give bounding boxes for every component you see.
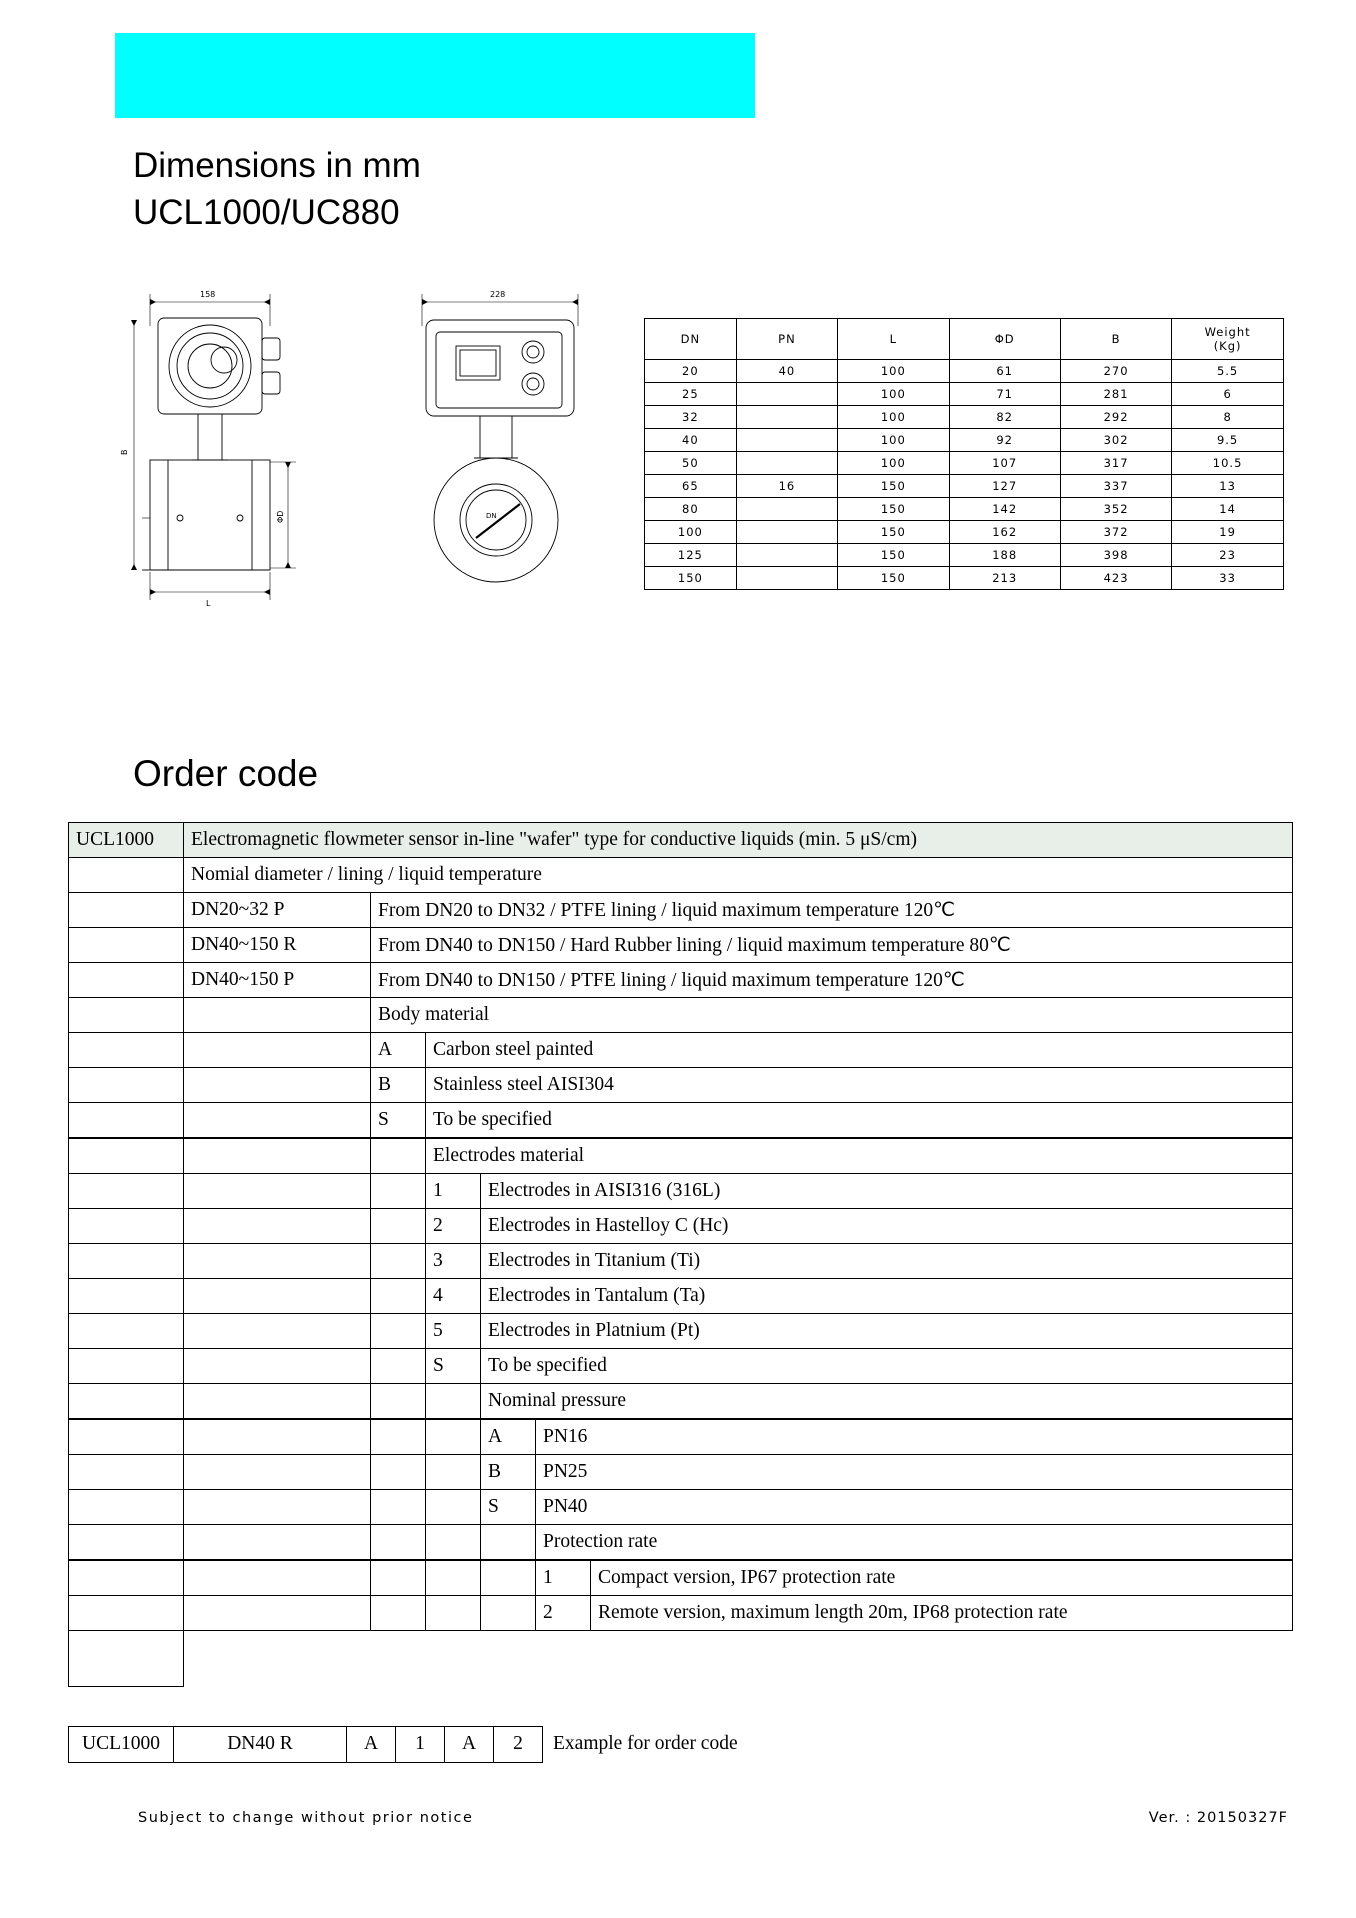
order-row-electrodes-1	[69, 1209, 1293, 1244]
cell-l: 100	[838, 452, 949, 475]
order-code-electrodes-0: 1	[426, 1174, 481, 1209]
cell-weight: 33	[1172, 567, 1284, 590]
order-text-pressure-2: PN40	[536, 1490, 1293, 1525]
order-code-electrodes-4: 5	[426, 1314, 481, 1349]
order-row-electrodes-3	[69, 1279, 1293, 1314]
dimension-table-row	[645, 475, 1284, 498]
order-row-body-0	[69, 1033, 1293, 1068]
order-row-bottom-spacer	[69, 1631, 1293, 1687]
cell-l: 150	[838, 521, 949, 544]
cell-dn: 80	[645, 498, 737, 521]
cell-weight: 5.5	[1172, 360, 1284, 383]
dimension-table-row	[645, 429, 1284, 452]
cell-od: 188	[949, 544, 1060, 567]
dimension-table-row	[645, 521, 1284, 544]
cell-dn: 125	[645, 544, 737, 567]
cell-weight: 13	[1172, 475, 1284, 498]
cell-b: 423	[1060, 567, 1171, 590]
drawing-side-view	[400, 280, 620, 610]
cell-l: 150	[838, 475, 949, 498]
cell-od: 142	[949, 498, 1060, 521]
cell-b: 281	[1060, 383, 1171, 406]
order-code-title: Order code	[133, 753, 319, 794]
dimension-table-row	[645, 452, 1284, 475]
order-model-description: Electromagnetic flowmeter sensor in-line "wafer" type for conductive liquids (min. 5 μS/cm)	[184, 823, 1293, 858]
cell-pn	[736, 406, 837, 429]
cell-weight: 19	[1172, 521, 1284, 544]
svg-text:DN: DN	[486, 512, 497, 520]
order-section-electrodes: Electrodes material	[426, 1139, 1293, 1174]
order-code-body-0: A	[371, 1033, 426, 1068]
order-text-diameter-1: From DN40 to DN150 / Hard Rubber lining / liquid maximum temperature 80℃	[371, 928, 1293, 963]
order-model-code: UCL1000	[69, 823, 184, 858]
order-code-electrodes-3: 4	[426, 1279, 481, 1314]
cell-dn: 150	[645, 567, 737, 590]
cell-b: 337	[1060, 475, 1171, 498]
order-code-pressure-1: B	[481, 1455, 536, 1490]
order-text-pressure-1: PN25	[536, 1455, 1293, 1490]
order-code-electrodes-5: S	[426, 1349, 481, 1384]
dimension-table-row	[645, 383, 1284, 406]
dimension-table-header-row	[645, 319, 1284, 360]
dimension-table-row	[645, 498, 1284, 521]
dimension-table	[644, 318, 1284, 590]
cell-pn	[736, 544, 837, 567]
cell-od: 71	[949, 383, 1060, 406]
cell-weight: 8	[1172, 406, 1284, 429]
cell-b: 398	[1060, 544, 1171, 567]
page-title	[133, 142, 421, 236]
header-color-bar	[115, 33, 755, 118]
cell-l: 100	[838, 406, 949, 429]
cell-l: 100	[838, 429, 949, 452]
cell-weight: 10.5	[1172, 452, 1284, 475]
cell-weight: 14	[1172, 498, 1284, 521]
cell-weight: 23	[1172, 544, 1284, 567]
order-text-protection-0: Compact version, IP67 protection rate	[591, 1561, 1293, 1596]
col-weight-line2: (Kg)	[1213, 339, 1242, 353]
order-row-diameter-2	[69, 963, 1293, 998]
order-row-electrodes-0	[69, 1174, 1293, 1209]
footer-disclaimer: Subject to change without prior notice	[138, 1810, 474, 1826]
order-code-protection-1: 2	[536, 1596, 591, 1631]
footer-version: Ver. : 20150327F	[1148, 1810, 1288, 1826]
order-code-table	[68, 822, 1293, 1687]
order-row-pressure-2	[69, 1490, 1293, 1525]
example-row	[69, 1727, 748, 1763]
cell-l: 100	[838, 383, 949, 406]
order-row-protection-0	[69, 1561, 1293, 1596]
cell-pn	[736, 498, 837, 521]
example-model: UCL1000	[69, 1727, 174, 1763]
svg-text:158: 158	[200, 290, 216, 299]
cell-b: 270	[1060, 360, 1171, 383]
order-text-electrodes-4: Electrodes in Platnium (Pt)	[481, 1314, 1293, 1349]
order-text-electrodes-1: Electrodes in Hastelloy C (Hc)	[481, 1209, 1293, 1244]
cell-od: 61	[949, 360, 1060, 383]
order-section-body: Body material	[371, 998, 1293, 1033]
cell-pn: 40	[736, 360, 837, 383]
cell-dn: 32	[645, 406, 737, 429]
cell-dn: 65	[645, 475, 737, 498]
example-body: A	[347, 1727, 396, 1763]
col-od: ΦD	[949, 319, 1060, 360]
cell-pn	[736, 383, 837, 406]
order-row-protection-1	[69, 1596, 1293, 1631]
col-l: L	[838, 319, 949, 360]
dimension-table-row	[645, 406, 1284, 429]
order-text-protection-1: Remote version, maximum length 20m, IP68 protection rate	[591, 1596, 1293, 1631]
cell-od: 92	[949, 429, 1060, 452]
cell-l: 150	[838, 544, 949, 567]
order-code-diameter-2: DN40~150 P	[184, 963, 371, 998]
order-row-pressure-header	[69, 1384, 1293, 1419]
cell-b: 372	[1060, 521, 1171, 544]
svg-text:228: 228	[490, 290, 506, 299]
order-section-diameter: Nomial diameter / lining / liquid temperature	[184, 858, 1293, 893]
order-row-electrodes-5	[69, 1349, 1293, 1384]
example-electrode: 1	[396, 1727, 445, 1763]
cell-od: 162	[949, 521, 1060, 544]
cell-pn: 16	[736, 475, 837, 498]
order-section-protection: Protection rate	[536, 1525, 1293, 1560]
cell-l: 150	[838, 498, 949, 521]
example-protection: 2	[494, 1727, 543, 1763]
order-row-body-header	[69, 998, 1293, 1033]
cell-od: 127	[949, 475, 1060, 498]
order-section-pressure: Nominal pressure	[481, 1384, 1293, 1419]
order-text-body-2: To be specified	[426, 1103, 1293, 1138]
example-diameter: DN40 R	[174, 1727, 347, 1763]
order-row-pressure-1	[69, 1455, 1293, 1490]
order-text-body-1: Stainless steel AISI304	[426, 1068, 1293, 1103]
order-row-body-2	[69, 1103, 1293, 1138]
cell-b: 317	[1060, 452, 1171, 475]
order-code-protection-0: 1	[536, 1561, 591, 1596]
order-row-protection-header	[69, 1525, 1293, 1560]
order-row-diameter-header	[69, 858, 1293, 893]
order-row-diameter-0	[69, 893, 1293, 928]
order-text-electrodes-2: Electrodes in Titanium (Ti)	[481, 1244, 1293, 1279]
order-text-diameter-0: From DN20 to DN32 / PTFE lining / liquid maximum temperature 120℃	[371, 893, 1293, 928]
order-code-pressure-2: S	[481, 1490, 536, 1525]
drawing-front-view	[120, 280, 350, 610]
cell-od: 107	[949, 452, 1060, 475]
order-row-diameter-1	[69, 928, 1293, 963]
cell-dn: 20	[645, 360, 737, 383]
cell-dn: 100	[645, 521, 737, 544]
order-code-diameter-0: DN20~32 P	[184, 893, 371, 928]
order-row-electrodes-4	[69, 1314, 1293, 1349]
col-dn: DN	[645, 319, 737, 360]
cell-od: 213	[949, 567, 1060, 590]
cell-b: 292	[1060, 406, 1171, 429]
order-code-pressure-0: A	[481, 1420, 536, 1455]
order-row-body-1	[69, 1068, 1293, 1103]
order-text-pressure-0: PN16	[536, 1420, 1293, 1455]
cell-dn: 50	[645, 452, 737, 475]
cell-pn	[736, 429, 837, 452]
cell-dn: 40	[645, 429, 737, 452]
svg-text:B: B	[120, 449, 129, 455]
cell-pn	[736, 452, 837, 475]
svg-text:L: L	[206, 599, 211, 608]
order-text-electrodes-3: Electrodes in Tantalum (Ta)	[481, 1279, 1293, 1314]
cell-l: 150	[838, 567, 949, 590]
order-row-pressure-0	[69, 1420, 1293, 1455]
order-text-body-0: Carbon steel painted	[426, 1033, 1293, 1068]
page-title-line1: Dimensions in mm	[133, 146, 421, 185]
dimension-table-row	[645, 567, 1284, 590]
order-code-example	[68, 1726, 1293, 1763]
cell-od: 82	[949, 406, 1060, 429]
example-caption: Example for order code	[553, 1733, 738, 1754]
cell-b: 302	[1060, 429, 1171, 452]
col-weight	[1172, 319, 1284, 360]
cell-b: 352	[1060, 498, 1171, 521]
cell-weight: 6	[1172, 383, 1284, 406]
cell-pn	[736, 567, 837, 590]
col-b: B	[1060, 319, 1171, 360]
order-code-body-1: B	[371, 1068, 426, 1103]
cell-weight: 9.5	[1172, 429, 1284, 452]
order-row-electrodes-header	[69, 1139, 1293, 1174]
order-code-body-2: S	[371, 1103, 426, 1138]
page-title-line2: UCL1000/UC880	[133, 193, 400, 232]
order-code-electrodes-1: 2	[426, 1209, 481, 1244]
col-weight-line1: Weight	[1204, 325, 1251, 339]
order-row-electrodes-2	[69, 1244, 1293, 1279]
example-pressure: A	[445, 1727, 494, 1763]
order-row-model	[69, 823, 1293, 858]
dimension-table-row	[645, 544, 1284, 567]
dimension-table-row	[645, 360, 1284, 383]
order-code-electrodes-2: 3	[426, 1244, 481, 1279]
svg-text:ΦD: ΦD	[276, 510, 285, 523]
order-text-electrodes-5: To be specified	[481, 1349, 1293, 1384]
order-code-diameter-1: DN40~150 R	[184, 928, 371, 963]
cell-pn	[736, 521, 837, 544]
order-text-electrodes-0: Electrodes in AISI316 (316L)	[481, 1174, 1293, 1209]
cell-l: 100	[838, 360, 949, 383]
col-pn: PN	[736, 319, 837, 360]
order-text-diameter-2: From DN40 to DN150 / PTFE lining / liquid maximum temperature 120℃	[371, 963, 1293, 998]
cell-dn: 25	[645, 383, 737, 406]
